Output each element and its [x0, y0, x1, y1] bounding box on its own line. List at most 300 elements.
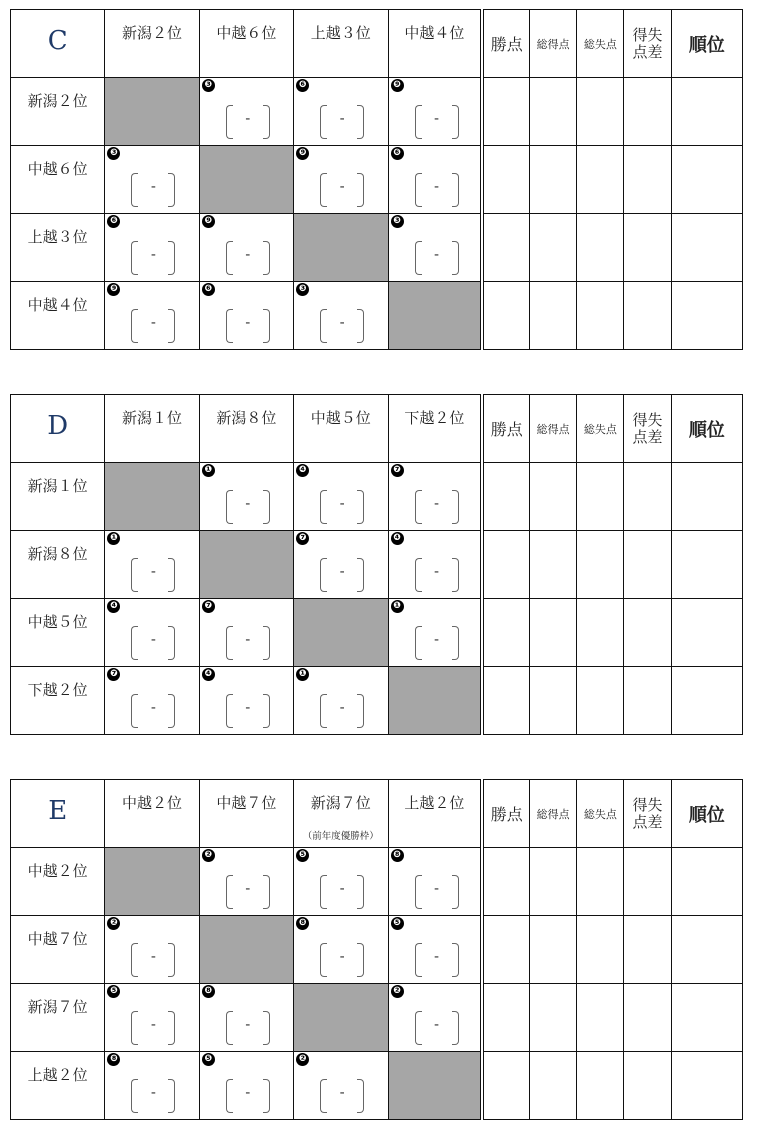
group-c-table	[10, 9, 743, 350]
score-separator: -	[339, 564, 345, 580]
score-separator: -	[245, 315, 251, 331]
bracket-right	[263, 241, 270, 275]
column-team-2: 中越６位	[199, 10, 293, 78]
table-row	[11, 599, 743, 667]
bracket-right	[263, 490, 270, 524]
bracket-right	[357, 694, 364, 728]
total-scored-header: 総得点	[530, 395, 577, 463]
goal-diff-cell[interactable]	[624, 282, 671, 350]
match-number-badge: ❹	[391, 532, 404, 545]
bracket-right	[168, 241, 175, 275]
goal-diff-cell[interactable]	[624, 667, 671, 735]
score-separator: -	[150, 315, 156, 331]
score-separator: -	[339, 111, 345, 127]
blank-cell	[199, 531, 293, 599]
score-entry[interactable]	[131, 694, 175, 726]
match-cell[interactable]	[105, 667, 199, 735]
total-scored-cell[interactable]	[530, 916, 577, 984]
rank-cell[interactable]	[671, 78, 742, 146]
bracket-right	[357, 558, 364, 592]
score-entry[interactable]	[320, 173, 364, 205]
win-points-header: 勝点	[482, 10, 529, 78]
score-entry[interactable]	[131, 309, 175, 341]
total-scored-cell[interactable]	[530, 848, 577, 916]
match-cell[interactable]	[294, 531, 388, 599]
match-number-badge: ❼	[296, 532, 309, 545]
match-number-badge: ❸	[391, 215, 404, 228]
total-scored-cell[interactable]	[530, 146, 577, 214]
blank-cell	[388, 1052, 482, 1120]
table-row	[11, 984, 743, 1052]
bracket-right	[452, 490, 459, 524]
score-entry[interactable]	[131, 241, 175, 273]
match-cell[interactable]	[294, 916, 388, 984]
score-entry[interactable]	[226, 626, 270, 658]
win-points-cell[interactable]	[482, 214, 529, 282]
match-number-badge: ❽	[107, 1053, 120, 1066]
match-cell[interactable]	[294, 667, 388, 735]
score-entry[interactable]	[226, 875, 270, 907]
group-letter: C	[11, 10, 105, 78]
column-team-3: 中越５位	[294, 395, 388, 463]
goal-diff-cell[interactable]	[624, 599, 671, 667]
match-number-badge: ❺	[202, 1053, 215, 1066]
goal-diff-cell[interactable]	[624, 531, 671, 599]
match-number-badge: ❺	[391, 917, 404, 930]
score-separator: -	[245, 1017, 251, 1033]
column-team-3-name: 新潟７位	[310, 794, 371, 812]
goal-diff-line2: 点差	[632, 42, 663, 61]
row-team: 中越５位	[11, 599, 105, 667]
match-cell[interactable]	[199, 214, 293, 282]
bracket-right	[357, 105, 364, 139]
match-number-badge: ❻	[391, 147, 404, 160]
score-separator: -	[339, 881, 345, 897]
column-team-4: 中越４位	[388, 10, 482, 78]
score-entry[interactable]	[320, 875, 364, 907]
score-entry[interactable]	[226, 694, 270, 726]
match-number-badge: ❾	[107, 283, 120, 296]
score-separator: -	[150, 632, 156, 648]
match-cell[interactable]	[199, 282, 293, 350]
score-entry[interactable]	[226, 1079, 270, 1111]
goal-diff-line1: 得失	[632, 795, 663, 814]
match-cell[interactable]	[199, 599, 293, 667]
blank-cell	[105, 78, 199, 146]
match-cell[interactable]	[294, 146, 388, 214]
win-points-cell[interactable]	[482, 78, 529, 146]
win-points-cell[interactable]	[482, 282, 529, 350]
win-points-cell[interactable]	[482, 667, 529, 735]
score-entry[interactable]	[415, 1011, 459, 1043]
total-conceded-cell[interactable]	[577, 531, 624, 599]
bracket-right	[263, 105, 270, 139]
score-entry[interactable]	[226, 105, 270, 137]
bracket-right	[452, 105, 459, 139]
match-cell[interactable]	[105, 146, 199, 214]
score-entry[interactable]	[320, 694, 364, 726]
win-points-header: 勝点	[482, 395, 529, 463]
blank-cell	[388, 667, 482, 735]
match-number-badge: ❶	[107, 532, 120, 545]
match-cell[interactable]	[388, 916, 482, 984]
score-entry[interactable]	[226, 1011, 270, 1043]
rank-cell[interactable]	[671, 848, 742, 916]
score-separator: -	[339, 496, 345, 512]
match-number-badge: ❽	[202, 985, 215, 998]
bracket-right	[263, 309, 270, 343]
match-cell[interactable]	[388, 146, 482, 214]
total-conceded-header: 総失点	[577, 10, 624, 78]
win-points-cell[interactable]	[482, 463, 529, 531]
goal-diff-cell[interactable]	[624, 146, 671, 214]
bracket-right	[263, 1011, 270, 1045]
total-scored-header: 総得点	[530, 10, 577, 78]
score-entry[interactable]	[415, 558, 459, 590]
column-team-4: 下越２位	[388, 395, 482, 463]
goal-diff-cell[interactable]	[624, 463, 671, 531]
total-scored-cell[interactable]	[530, 214, 577, 282]
bracket-right	[452, 558, 459, 592]
score-separator: -	[433, 496, 440, 512]
match-cell[interactable]	[294, 1052, 388, 1120]
goal-diff-line2: 点差	[632, 812, 663, 831]
score-entry[interactable]	[320, 558, 364, 590]
score-separator: -	[433, 881, 440, 897]
table-row	[11, 916, 743, 984]
bracket-right	[357, 943, 364, 977]
match-cell[interactable]	[199, 848, 293, 916]
group-letter: D	[11, 395, 105, 463]
bracket-right	[168, 309, 175, 343]
score-separator: -	[433, 564, 440, 580]
match-number-badge: ❸	[296, 283, 309, 296]
match-cell[interactable]	[294, 848, 388, 916]
bracket-right	[168, 1011, 175, 1045]
match-number-badge: ❷	[296, 1053, 309, 1066]
match-cell[interactable]	[199, 78, 293, 146]
match-number-badge: ❾	[391, 79, 404, 92]
match-cell[interactable]	[105, 984, 199, 1052]
total-scored-cell[interactable]	[530, 463, 577, 531]
bracket-right	[357, 875, 364, 909]
score-entry[interactable]	[320, 1079, 364, 1111]
goal-diff-line1: 得失	[632, 410, 663, 429]
blank-cell	[388, 282, 482, 350]
win-points-cell[interactable]	[482, 1052, 529, 1120]
goal-diff-cell[interactable]	[624, 78, 671, 146]
score-separator: -	[245, 496, 251, 512]
bracket-right	[263, 1079, 270, 1113]
score-separator: -	[150, 564, 156, 580]
table-row	[11, 463, 743, 531]
match-cell[interactable]	[105, 214, 199, 282]
total-conceded-header: 総失点	[577, 780, 624, 848]
total-conceded-cell[interactable]	[577, 78, 624, 146]
group-d-table	[10, 394, 743, 735]
score-separator: -	[433, 632, 440, 648]
score-separator: -	[339, 700, 345, 716]
goal-diff-header	[624, 395, 671, 463]
rank-header: 順位	[671, 10, 742, 78]
goal-diff-cell[interactable]	[624, 916, 671, 984]
match-cell[interactable]	[294, 282, 388, 350]
rank-cell[interactable]	[671, 599, 742, 667]
match-cell[interactable]	[388, 848, 482, 916]
win-points-cell[interactable]	[482, 848, 529, 916]
row-team: 中越４位	[11, 282, 105, 350]
total-conceded-cell[interactable]	[577, 146, 624, 214]
match-number-badge: ❶	[202, 464, 215, 477]
match-number-badge: ❾	[296, 147, 309, 160]
score-entry[interactable]	[415, 875, 459, 907]
goal-diff-header	[624, 10, 671, 78]
rank-cell[interactable]	[671, 146, 742, 214]
win-points-cell[interactable]	[482, 599, 529, 667]
score-separator: -	[245, 881, 251, 897]
rank-header: 順位	[671, 395, 742, 463]
score-entry[interactable]	[415, 173, 459, 205]
score-separator: -	[433, 1017, 440, 1033]
goal-diff-cell[interactable]	[624, 984, 671, 1052]
bracket-right	[168, 1079, 175, 1113]
score-entry[interactable]	[320, 490, 364, 522]
row-team: 上越２位	[11, 1052, 105, 1120]
score-entry[interactable]	[131, 626, 175, 658]
win-points-cell[interactable]	[482, 531, 529, 599]
bracket-right	[452, 943, 459, 977]
match-cell[interactable]	[388, 214, 482, 282]
blank-cell	[294, 599, 388, 667]
blank-cell	[294, 214, 388, 282]
score-separator: -	[245, 247, 251, 263]
score-separator: -	[150, 700, 156, 716]
match-number-badge: ❶	[391, 600, 404, 613]
table-row	[11, 282, 743, 350]
match-cell[interactable]	[105, 916, 199, 984]
rank-cell[interactable]	[671, 1052, 742, 1120]
column-team-2: 新潟８位	[199, 395, 293, 463]
column-team-1: 新潟１位	[105, 395, 199, 463]
score-separator: -	[339, 179, 345, 195]
row-team: 中越２位	[11, 848, 105, 916]
match-cell[interactable]	[388, 78, 482, 146]
row-team: 上越３位	[11, 214, 105, 282]
score-entry[interactable]	[415, 241, 459, 273]
match-number-badge: ❻	[202, 283, 215, 296]
match-cell[interactable]	[199, 984, 293, 1052]
row-team: 下越２位	[11, 667, 105, 735]
score-separator: -	[245, 111, 251, 127]
total-conceded-cell[interactable]	[577, 1052, 624, 1120]
match-cell[interactable]	[199, 463, 293, 531]
total-conceded-cell[interactable]	[577, 848, 624, 916]
score-separator: -	[339, 1085, 345, 1101]
score-entry[interactable]	[320, 105, 364, 137]
goal-diff-line2: 点差	[632, 427, 663, 446]
score-entry[interactable]	[226, 309, 270, 341]
match-cell[interactable]	[294, 78, 388, 146]
match-cell[interactable]	[105, 599, 199, 667]
total-conceded-cell[interactable]	[577, 599, 624, 667]
score-separator: -	[339, 949, 345, 965]
score-entry[interactable]	[415, 490, 459, 522]
match-cell[interactable]	[388, 531, 482, 599]
column-team-1: 新潟２位	[105, 10, 199, 78]
goal-diff-cell[interactable]	[624, 1052, 671, 1120]
table-row	[11, 78, 743, 146]
bracket-right	[452, 1011, 459, 1045]
total-conceded-cell[interactable]	[577, 916, 624, 984]
match-cell[interactable]	[105, 531, 199, 599]
bracket-right	[168, 558, 175, 592]
bracket-right	[452, 626, 459, 660]
blank-cell	[199, 916, 293, 984]
row-team: 中越７位	[11, 916, 105, 984]
total-scored-cell[interactable]	[530, 599, 577, 667]
goal-diff-cell[interactable]	[624, 214, 671, 282]
goal-diff-cell[interactable]	[624, 848, 671, 916]
win-points-cell[interactable]	[482, 146, 529, 214]
table-row	[11, 667, 743, 735]
match-number-badge: ❷	[391, 985, 404, 998]
score-separator: -	[150, 949, 156, 965]
group-letter: E	[11, 780, 105, 848]
rank-cell[interactable]	[671, 463, 742, 531]
bracket-right	[168, 943, 175, 977]
rank-header: 順位	[671, 780, 742, 848]
win-points-cell[interactable]	[482, 984, 529, 1052]
win-points-cell[interactable]	[482, 916, 529, 984]
previous-champion-note: （前年度優勝枠）	[302, 831, 379, 842]
bracket-right	[263, 875, 270, 909]
rank-cell[interactable]	[671, 916, 742, 984]
match-cell[interactable]	[294, 463, 388, 531]
total-conceded-cell[interactable]	[577, 214, 624, 282]
total-conceded-cell[interactable]	[577, 463, 624, 531]
match-number-badge: ❺	[296, 849, 309, 862]
score-entry[interactable]	[320, 309, 364, 341]
table-row	[11, 214, 743, 282]
rank-cell[interactable]	[671, 214, 742, 282]
match-number-badge: ❸	[107, 147, 120, 160]
match-cell[interactable]	[105, 282, 199, 350]
match-number-badge: ❸	[202, 79, 215, 92]
match-cell[interactable]	[388, 599, 482, 667]
match-number-badge: ❹	[107, 600, 120, 613]
match-cell[interactable]	[388, 984, 482, 1052]
match-cell[interactable]	[199, 1052, 293, 1120]
score-entry[interactable]	[131, 1079, 175, 1111]
match-number-badge: ❼	[391, 464, 404, 477]
rank-cell[interactable]	[671, 984, 742, 1052]
match-number-badge: ❹	[296, 464, 309, 477]
bracket-right	[168, 626, 175, 660]
rank-cell[interactable]	[671, 282, 742, 350]
score-entry[interactable]	[131, 173, 175, 205]
score-entry[interactable]	[131, 1011, 175, 1043]
total-conceded-cell[interactable]	[577, 667, 624, 735]
score-separator: -	[150, 1017, 156, 1033]
total-scored-cell[interactable]	[530, 531, 577, 599]
match-number-badge: ❻	[296, 79, 309, 92]
score-entry[interactable]	[415, 943, 459, 975]
score-separator: -	[433, 179, 440, 195]
total-scored-cell[interactable]	[530, 78, 577, 146]
total-conceded-header: 総失点	[577, 395, 624, 463]
match-cell[interactable]	[388, 463, 482, 531]
bracket-right	[452, 241, 459, 275]
score-entry[interactable]	[226, 490, 270, 522]
total-scored-cell[interactable]	[530, 984, 577, 1052]
score-separator: -	[150, 247, 156, 263]
score-separator: -	[150, 179, 156, 195]
score-entry[interactable]	[131, 558, 175, 590]
table-row	[11, 1052, 743, 1120]
match-number-badge: ❺	[107, 985, 120, 998]
bracket-right	[263, 626, 270, 660]
table-row	[11, 146, 743, 214]
bracket-right	[357, 1079, 364, 1113]
match-number-badge: ❽	[296, 917, 309, 930]
score-separator: -	[245, 700, 251, 716]
goal-diff-header	[624, 780, 671, 848]
bracket-right	[357, 173, 364, 207]
rank-cell[interactable]	[671, 531, 742, 599]
score-entry[interactable]	[415, 626, 459, 658]
column-team-3: 上越３位	[294, 10, 388, 78]
blank-cell	[105, 463, 199, 531]
match-cell[interactable]	[105, 1052, 199, 1120]
row-team: 新潟７位	[11, 984, 105, 1052]
total-scored-header: 総得点	[530, 780, 577, 848]
score-entry[interactable]	[131, 943, 175, 975]
rank-cell[interactable]	[671, 667, 742, 735]
row-team: 新潟２位	[11, 78, 105, 146]
bracket-right	[357, 490, 364, 524]
row-team: 中越６位	[11, 146, 105, 214]
row-team: 新潟８位	[11, 531, 105, 599]
row-team: 新潟１位	[11, 463, 105, 531]
column-team-4: 上越２位	[388, 780, 482, 848]
total-scored-cell[interactable]	[530, 282, 577, 350]
score-separator: -	[339, 315, 345, 331]
bracket-right	[357, 309, 364, 343]
total-scored-cell[interactable]	[530, 667, 577, 735]
score-separator: -	[433, 247, 440, 263]
win-points-header: 勝点	[482, 780, 529, 848]
total-conceded-cell[interactable]	[577, 282, 624, 350]
bracket-right	[452, 875, 459, 909]
score-entry[interactable]	[320, 943, 364, 975]
bracket-right	[263, 694, 270, 728]
match-number-badge: ❾	[202, 215, 215, 228]
match-number-badge: ❽	[391, 849, 404, 862]
table-row	[11, 848, 743, 916]
score-separator: -	[245, 632, 251, 648]
match-number-badge: ❹	[202, 668, 215, 681]
group-e-table	[10, 779, 743, 1120]
column-team-3	[294, 780, 388, 848]
match-number-badge: ❷	[202, 849, 215, 862]
score-entry[interactable]	[415, 105, 459, 137]
score-entry[interactable]	[226, 241, 270, 273]
total-conceded-cell[interactable]	[577, 984, 624, 1052]
match-cell[interactable]	[199, 667, 293, 735]
score-separator: -	[245, 1085, 251, 1101]
match-number-badge: ❼	[107, 668, 120, 681]
total-scored-cell[interactable]	[530, 1052, 577, 1120]
